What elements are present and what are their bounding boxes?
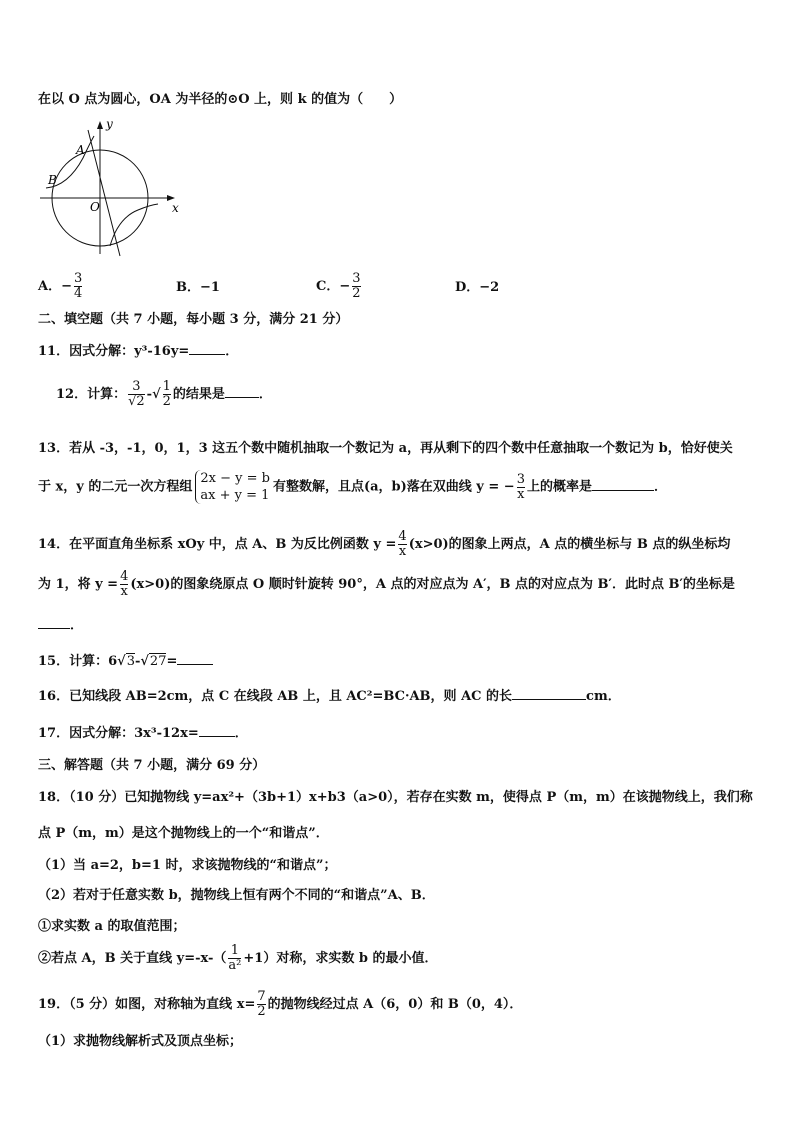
line-through-a xyxy=(88,130,120,256)
question-10-intro: 在以 O 点为圆心，OA 为半径的⊙O 上，则 k 的值为（ ） xyxy=(38,92,403,107)
question-19-part1: （1）求抛物线解析式及顶点坐标； xyxy=(38,1034,243,1049)
question-14-line1: 14．在平面直角坐标系 xOy 中，点 A、B 为反比例函数 y = $\frac{4}{x}$ (x>0)的图象上两点，A 点的横坐标与 B 点的纵坐标均 xyxy=(38,529,731,559)
point-a-label: A xyxy=(76,143,85,157)
question-18-sub2: ②若点 A，B 关于直线 y=-x-（ $\frac{1}{\text{a²}}$ +1）对称，求实数 b 的最小值． xyxy=(38,943,438,973)
option-a[interactable]: A．− $\frac{3}{4}$ xyxy=(38,271,83,301)
answer-blank[interactable] xyxy=(189,354,225,355)
answer-blank[interactable] xyxy=(512,699,586,700)
question-14-line2: 为 1，将 y = $\frac{4}{x}$ (x>0)的图象绕原点 O 顺时针旋转 90°，A 点的对应点为 A′，B 点的对应点为 B′．此时点 B′的坐标是 xyxy=(38,569,735,599)
question-18-line1: 18．（10 分）已知抛物线 y=ax²+（3b+1）x+b3（a>0），若存在实数 m，使得点 P（m，m）在该抛物线上，我们称 xyxy=(38,790,753,805)
question-18-part2: （2）若对于任意实数 b，抛物线上恒有两个不同的“和谐点”A、B． xyxy=(38,888,435,903)
question-18-part1: （1）当 a=2，b=1 时，求该抛物线的“和谐点”； xyxy=(38,858,337,873)
answer-blank[interactable] xyxy=(177,664,213,665)
option-b[interactable]: B．−1 xyxy=(176,280,220,295)
section-2-heading: 二、填空题（共 7 小题，每小题 3 分，满分 21 分） xyxy=(38,312,349,327)
question-13-line1: 13．若从 -3，-1，0，1，3 这五个数中随机抽取一个数记为 a，再从剩下的四个数中任意抽取一个数记为 b，恰好使关 xyxy=(38,441,733,456)
circle-hyperbola-figure xyxy=(38,118,188,258)
answer-blank[interactable] xyxy=(199,736,235,737)
question-18-line2: 点 P（m，m）是这个抛物线上的一个“和谐点”． xyxy=(38,826,329,841)
option-d[interactable]: D．−2 xyxy=(455,280,500,295)
question-15: 15．计算：6√3-√27= xyxy=(38,650,213,669)
y-label: y xyxy=(106,118,113,131)
section-3-heading: 三、解答题（共 7 小题，满分 69 分） xyxy=(38,758,266,773)
question-12: 12．计算： $\frac{3}{√2}$ -√ $\frac{1}{2}$ 的结果是 ． xyxy=(56,379,272,409)
question-13-line2: 于 x，y 的二元一次方程组 2x − y = b ax + y = 1 有整数解，且点(a，b)落在双曲线 y = − $\frac{3}{x}$ 上的概率是 ． xyxy=(38,471,667,503)
question-17: 17．因式分解：3x³-12x= ． xyxy=(38,726,248,741)
equation-system: 2x − y = b ax + y = 1 xyxy=(195,470,270,504)
origin-label: O xyxy=(90,200,100,214)
answer-blank[interactable] xyxy=(592,490,654,491)
answer-blank[interactable] xyxy=(38,628,70,629)
question-19-line1: 19．（5 分）如图，对称轴为直线 x= $\frac{7}{2}$ 的抛物线经过点 A（6，0）和 B（0，4）． xyxy=(38,989,523,1019)
x-label: x xyxy=(172,201,179,215)
answer-blank[interactable] xyxy=(225,397,259,398)
question-11: 11．因式分解：y³-16y= ． xyxy=(38,344,239,359)
hyperbola-right-branch xyxy=(110,204,158,246)
point-b-label: B xyxy=(48,173,57,187)
option-c[interactable]: C．− $\frac{3}{2}$ xyxy=(316,271,361,301)
y-axis-arrow xyxy=(97,121,103,129)
question-16: 16．已知线段 AB=2cm，点 C 在线段 AB 上，且 AC²=BC·AB，则 AC 的长 cm． xyxy=(38,689,621,704)
question-18-sub1: ①求实数 a 的取值范围； xyxy=(38,919,186,934)
question-14-line3: ． xyxy=(38,614,83,633)
